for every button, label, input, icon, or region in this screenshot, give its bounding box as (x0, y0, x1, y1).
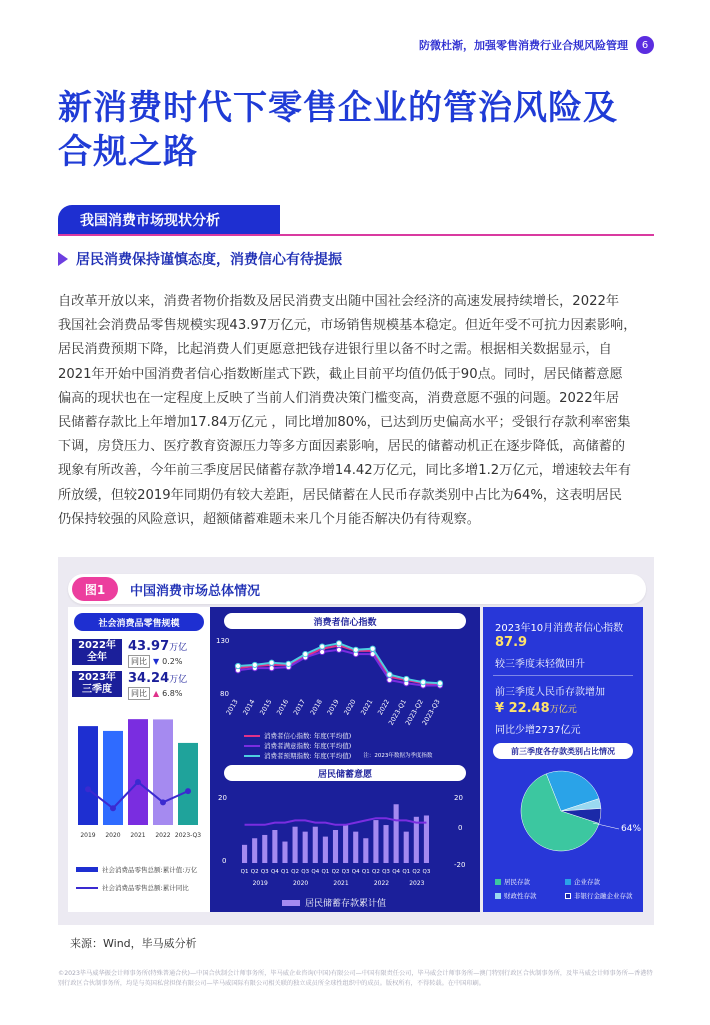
quarter-label: Q2 (371, 869, 380, 875)
x-tick-label: 2023-Q2 (403, 698, 425, 727)
confidence-point (353, 647, 358, 652)
savings-legend-text: 居民储蓄存款累计值 (305, 899, 387, 909)
legend-swatch (565, 879, 571, 885)
legend-swatch-bar (76, 867, 98, 872)
confidence-point (286, 661, 291, 666)
confidence-point (404, 676, 409, 681)
retail-yoy-point (185, 788, 191, 794)
legend-text: 消费者预期指数: 年度(平均值) (264, 752, 352, 760)
quarter-label: Q3 (422, 869, 431, 875)
stat1-label-line2: 全年 (87, 652, 107, 663)
legend-swatch-line (76, 887, 98, 889)
quarter-label: Q4 (311, 869, 320, 875)
retail-x-label: 2020 (105, 832, 121, 839)
legend-item (244, 741, 432, 751)
x-tick-label: 2023-Q3 (420, 698, 442, 727)
body-line: 自改革开放以来，消费者物价指数及居民消费支出随中国社会经济的高速发展持续增长，2022年 (58, 294, 620, 309)
retail-legend-1 (76, 865, 197, 874)
figure-source: 来源：Wind，毕马威分析 (70, 937, 197, 950)
stat2-number: 34.24 (128, 671, 170, 686)
x-tick-label: 2015 (258, 698, 274, 717)
title-line-2: 合规之路 (58, 132, 198, 172)
x-tick-label: 2021 (359, 698, 375, 717)
quarter-label: Q4 (351, 869, 360, 875)
stat2-change (128, 687, 182, 700)
summary-panel (483, 607, 643, 912)
quarter-label: Q1 (361, 869, 370, 875)
body-line: 民储蓄存款比上年增加17.84万亿元 ，同比增加80%，已达到历史偏高水平；受银行存款利率密集 (58, 415, 631, 431)
retail-x-label: 2021 (130, 832, 146, 839)
pie-legend-item (565, 891, 633, 900)
legend-swatch (565, 893, 571, 899)
savings-bar (353, 832, 358, 863)
pie-legend-item (495, 891, 537, 900)
confidence-note: 注：2023年数据为季度指数 (363, 753, 433, 759)
figure-1 (58, 557, 654, 925)
savings-bar (262, 835, 267, 863)
y-tick-label: 130 (216, 637, 230, 645)
body-line: 居民消费预期下降，比起消费人们更愿意把钱存进银行里以备不时之需。根据相关数据显示，自 (58, 342, 612, 358)
x-tick-label: 2016 (275, 698, 291, 717)
confidence-header: 消费者信心指数 (224, 613, 466, 629)
stat1-change (128, 655, 182, 668)
x-tick-label: 2018 (308, 698, 324, 717)
legend-item (244, 731, 432, 741)
retail-yoy-point (135, 779, 141, 785)
year-label: 2022 (373, 880, 390, 887)
x-tick-label: 2013 (224, 698, 240, 717)
pie-percent-label: 64% (621, 824, 642, 834)
stat1-value (128, 639, 187, 654)
legend-swatch (495, 879, 501, 885)
retail-bar (78, 726, 98, 825)
pie-legend-item (565, 877, 600, 886)
retail-x-label: 2022 (155, 832, 171, 839)
confidence-point (269, 660, 274, 665)
stat2-label-line2: 三季度 (82, 684, 112, 695)
legend-text: 财政性存款 (504, 892, 537, 900)
stat1-change-value: 0.2% (162, 657, 183, 666)
savings-bar (282, 842, 287, 863)
savings-bar (363, 838, 368, 863)
confidence-point (303, 652, 308, 657)
quarter-label: Q2 (250, 869, 259, 875)
divider (493, 675, 633, 676)
body-line: 下调，房贷压力、医疗教育资源压力等多方面因素影响，居民的储蓄动机正在逐步降低，高储蓄的 (58, 439, 626, 455)
stat1-label-line1: 2022年 (78, 640, 116, 651)
year-label: 2020 (292, 880, 309, 887)
y-tick-label-right: 0 (458, 824, 463, 832)
figure-header (68, 574, 646, 604)
deposit-label: 前三季度人民币存款增加 (495, 687, 605, 698)
title-line-1: 新消费时代下零售企业的管治风险及 (58, 88, 618, 128)
confidence-legend (244, 731, 432, 761)
stat2-unit: 万亿 (169, 675, 188, 685)
deposit-value (495, 701, 577, 716)
year-label: 2021 (333, 880, 349, 887)
stat2-value (128, 671, 187, 686)
savings-bar-chart (210, 783, 480, 893)
stat2-label-line1: 2023年 (78, 672, 116, 683)
x-tick-label: 2020 (342, 698, 358, 717)
deposit-unit: 万亿元 (549, 705, 577, 715)
deposit-pie-chart (483, 761, 643, 871)
y-tick-label: 0 (222, 857, 227, 865)
retail-bar (153, 719, 173, 825)
confidence-point (387, 672, 392, 677)
retail-yoy-point (110, 805, 116, 811)
legend-item (244, 751, 432, 761)
legend-swatch (282, 900, 300, 906)
stat1-sub: 同比 (128, 655, 150, 668)
x-tick-label: 2014 (241, 698, 257, 717)
savings-bar (313, 827, 318, 863)
top-header (419, 36, 654, 54)
quarter-label: Q1 (402, 869, 411, 875)
header-title: 防微杜渐，加强零售消费行业合规风险管理 (419, 39, 628, 52)
savings-legend (282, 896, 386, 909)
confidence-point (269, 666, 274, 671)
savings-bar (272, 830, 277, 863)
legend-text: 消费者信心指数: 年度(平均值) (264, 732, 352, 740)
figure-title: 中国消费市场总体情况 (130, 584, 261, 599)
down-arrow-icon: ▼ (153, 657, 160, 666)
confidence-point (235, 663, 240, 668)
triangle-arrow-icon (58, 252, 68, 266)
retail-x-label: 2019 (80, 832, 96, 839)
y-tick-label: 20 (218, 794, 227, 802)
quarter-label: Q4 (270, 869, 279, 875)
subheading (58, 249, 342, 269)
savings-header: 居民储蓄意愿 (224, 765, 466, 781)
stat1-unit: 万亿 (169, 643, 188, 653)
confidence-point (370, 646, 375, 651)
quarter-label: Q3 (341, 869, 350, 875)
legend-swatch (244, 735, 260, 737)
figure-badge: 图1 (72, 577, 118, 601)
retail-legend-2-text: 社会消费品零售总额:累计同比 (102, 884, 189, 892)
body-line: 偏高的现状也在一定程度上反映了当前人们消费决策门槛变高，消费意愿不强的问题。2022年居 (58, 390, 620, 406)
stat1-label (72, 639, 122, 665)
confidence-line-chart (210, 631, 480, 731)
confidence-point (252, 662, 257, 667)
body-line: 我国社会消费品零售规模实现43.97万亿元，市场销售规模基本稳定。但近年受不可抗力因素影响， (58, 318, 637, 334)
body-line: 仍保持较强的风险意识，超额储蓄难题未来几个月能否解决仍有待观察。 (58, 511, 480, 527)
year-label: 2019 (252, 880, 268, 887)
stat1-number: 43.97 (128, 639, 170, 654)
page-number-badge: 6 (636, 36, 654, 54)
savings-bar (252, 838, 257, 863)
savings-bar (293, 827, 298, 863)
x-tick-label: 2023-Q1 (386, 698, 409, 727)
confidence-panel (210, 607, 480, 912)
quarter-label: Q3 (260, 869, 269, 875)
footer-disclaimer: ©2023毕马威华振会计师事务所(特殊普通合伙)—中国合伙制会计师事务所，毕马威企业咨询(中国)有限公司—中国有限责任公司，毕马威会计师事务所—澳门特别行政区合伙制事务所，及毕马威会计师事务所—香港特别行政区合伙制事务所，均是与英国私营担保有限公司—毕马威国际有限公司相关联的独立成员所全球性组织中的成员。版权所有，不得转载。在中国印刷。 (58, 970, 653, 987)
retail-yoy-point (85, 786, 91, 792)
section-divider (58, 234, 654, 236)
retail-header: 社会消费品零售规模 (74, 613, 204, 631)
confidence-point (387, 677, 392, 682)
up-arrow-icon: ▲ (153, 689, 160, 698)
savings-bar (333, 830, 338, 863)
savings-bar (303, 832, 308, 863)
x-tick-label: 2017 (291, 698, 308, 717)
retail-bar (128, 719, 148, 825)
quarter-label: Q2 (412, 869, 421, 875)
stat2-sub: 同比 (128, 687, 150, 700)
retail-bar (178, 743, 198, 825)
cci-note: 较三季度末轻微回升 (495, 659, 585, 670)
savings-bar (343, 825, 348, 863)
confidence-point (336, 641, 341, 646)
legend-swatch (244, 755, 260, 757)
body-line: 2021年开始中国消费者信心指数断崖式下跌，截止目前平均值仍低于90点。同时，居民储蓄意愿 (58, 366, 623, 382)
confidence-point (320, 644, 325, 649)
cci-value: 87.9 (495, 635, 528, 650)
retail-yoy-point (160, 799, 166, 805)
stat2-change-value: 6.8% (162, 689, 183, 698)
deposit-note: 同比少增2737亿元 (495, 725, 581, 736)
retail-x-label: 2023-Q3 (174, 832, 202, 839)
legend-swatch (495, 893, 501, 899)
body-line: 现象有所改善，今年前三季度居民储蓄存款净增14.42万亿元，同比多增1.2万亿元，增速较去年有 (58, 463, 632, 479)
savings-bar (373, 820, 378, 863)
quarter-label: Q2 (331, 869, 340, 875)
savings-yoy-line (245, 818, 427, 825)
retail-panel (68, 607, 210, 912)
confidence-point (336, 647, 341, 652)
savings-bar (404, 832, 409, 863)
page-title (58, 86, 658, 174)
year-label: 2023 (409, 880, 425, 887)
y-tick-label: 80 (220, 690, 229, 698)
cci-label: 2023年10月消费者信心指数 (495, 623, 624, 634)
quarter-label: Q4 (392, 869, 401, 875)
confidence-point (437, 681, 442, 686)
body-paragraph (58, 290, 658, 532)
x-tick-label: 2019 (325, 698, 341, 717)
legend-text: 非银行金融企业存款 (574, 892, 633, 900)
retail-bar-chart (68, 707, 210, 857)
pie-header: 前三季度各存款类别占比情况 (493, 743, 633, 759)
body-line: 所放缓，但较2019年同期仍有较大差距，居民储蓄在人民币存款类别中占比为64%，这表明居民 (58, 487, 622, 503)
legend-swatch (244, 745, 260, 747)
quarter-label: Q3 (301, 869, 310, 875)
legend-text: 消费者满意指数: 年度(平均值) (264, 742, 352, 750)
x-tick-label: 2022 (376, 698, 392, 717)
quarter-label: Q1 (281, 869, 289, 875)
legend-text: 居民存款 (504, 878, 530, 886)
savings-bar (323, 837, 328, 863)
deposit-number: ¥ 22.48 (495, 701, 550, 716)
subheading-text: 居民消费保持谨慎态度，消费信心有待提振 (76, 252, 342, 268)
savings-bar (383, 825, 388, 863)
quarter-label: Q3 (382, 869, 390, 875)
y-tick-label-right: 20 (454, 794, 463, 802)
stat2-label (72, 671, 122, 697)
savings-bar (414, 817, 419, 863)
quarter-label: Q1 (321, 869, 330, 875)
legend-text: 企业存款 (574, 878, 600, 886)
savings-bar (394, 804, 399, 863)
confidence-point (421, 680, 426, 685)
savings-bar (242, 845, 247, 863)
section-tab: 我国消费市场现状分析 (58, 205, 280, 235)
pie-legend-item (495, 877, 530, 886)
y-tick-label-right: -20 (454, 861, 466, 869)
retail-legend-1-text: 社会消费品零售总额:累计值:万亿 (102, 866, 198, 874)
confidence-point (320, 649, 325, 654)
quarter-label: Q2 (291, 869, 300, 875)
quarter-label: Q1 (240, 869, 249, 875)
retail-legend-2 (76, 883, 189, 892)
